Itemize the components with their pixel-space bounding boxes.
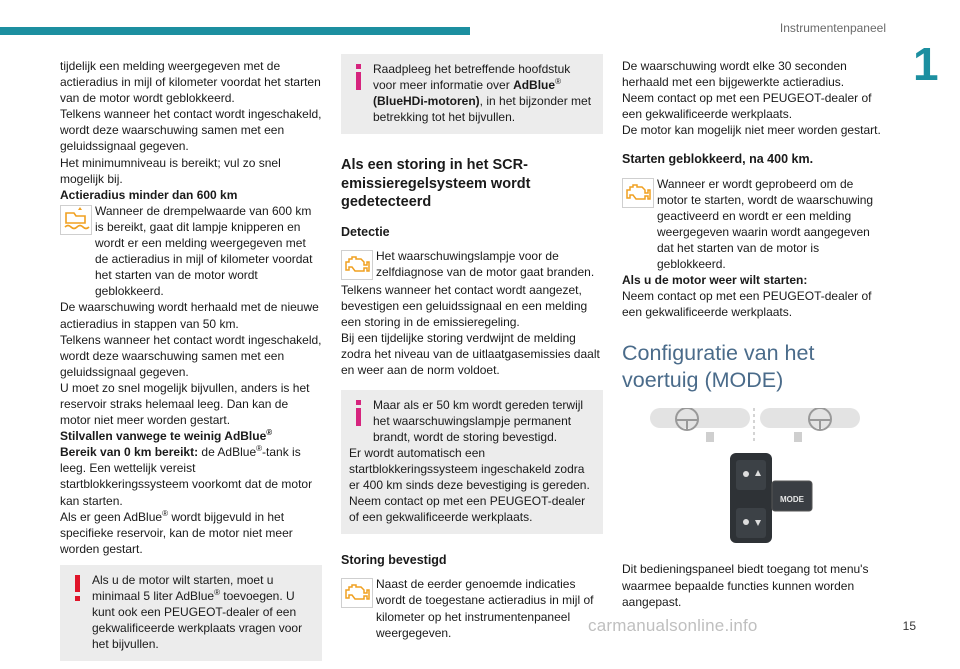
engine-warning-block <box>341 576 603 640</box>
page-number: 15 <box>902 619 916 633</box>
exclamation-icon <box>68 573 88 603</box>
steering-panel-figure <box>622 408 884 553</box>
steering-wheel-right-icon <box>760 408 860 442</box>
paragraph: Bij een tijdelijke storing verdwijnt de melding zodra het niveau van de uitlaatgasemissies daalt en weer aan de norm voldoet. <box>341 331 600 378</box>
chapter-number: 1 <box>913 38 939 90</box>
paragraph: Het waarschuwingslampje voor de zelfdiagnose van de motor gaat branden. <box>376 248 595 280</box>
heading-configuration: Configuratie van het voertuig (MODE) <box>622 341 815 393</box>
paragraph: Telkens wanneer het contact wordt ingeschakeld, wordt deze waarschuwing samen met een geluidssignaal gegeven. <box>60 107 322 154</box>
warning-text: Als u de motor wilt starten, moet u minimaal 5 liter AdBlue® toevoegen. U kunt ook een PEUGEOT-dealer of een gekwalificeerde werkplaats vragen voor het bijvullen. <box>92 572 303 652</box>
paragraph: tijdelijk een melding weergegeven met de actieradius in mijl of kilometer voordat het starten van de motor wordt geblokkeerd. <box>60 59 321 106</box>
paragraph: Naast de eerder genoemde indicaties wordt de toegestane actieradius in mijl of kilometer op het instrumentenpaneel weergegeven. <box>376 577 594 640</box>
subheading-start-blocked: Starten geblokkeerd, na 400 km. <box>622 152 814 167</box>
info-text: Neem contact op met een PEUGEOT-dealer of een gekwalificeerde werkplaats. <box>349 494 586 525</box>
paragraph: De motor kan mogelijk niet meer worden gestart. <box>622 123 881 138</box>
warning-box <box>60 565 322 661</box>
heading-scr-fault: Als een storing in het SCR-emissieregelsysteem wordt gedetecteerd <box>341 157 531 211</box>
watermark: carmanualsonline.info <box>588 616 758 635</box>
engine-warning-icon <box>341 250 373 280</box>
info-icon <box>349 398 369 428</box>
column-3 <box>622 58 884 610</box>
paragraph: Wanneer er wordt geprobeerd om de motor te starten, wordt de waarschuwing geactiveerd en wordt er een melding weergegeven waarin wordt aangegeven dat het starten van de motor is geblokkeerd. <box>657 176 874 272</box>
info-icon <box>349 62 369 92</box>
header-accent-bar <box>0 27 470 35</box>
paragraph: De waarschuwing wordt elke 30 seconden herhaald met een bijgewerkte actieradius. <box>622 59 847 90</box>
engine-warning-block <box>341 248 603 282</box>
paragraph: De waarschuwing wordt herhaald met de nieuwe actieradius in stappen van 50 km. <box>60 300 319 331</box>
info-text: Er wordt automatisch een startblokkeringssysteem ingeschakeld zodra er 400 km sinds deze bevestiging is gereden. <box>349 445 590 492</box>
subheading-empty-tank: Stilvallen vanwege te weinig AdBlue® <box>60 428 273 444</box>
engine-warning-block <box>622 176 884 273</box>
paragraph: Neem contact op met een PEUGEOT-dealer of een gekwalificeerde werkplaats. <box>622 289 872 320</box>
info-text: Maar als er 50 km wordt gereden terwijl het waarschuwingslampje permanent brandt, wordt de storing bevestigd. <box>373 397 584 444</box>
mode-button-label: MODE <box>780 495 804 505</box>
paragraph: U moet zo snel mogelijk bijvullen, anders is het reservoir straks helemaal leeg. Dan kan de motor niet meer worden gestart. <box>60 380 310 428</box>
column-1 <box>60 58 322 669</box>
info-box-confirmation <box>341 390 603 535</box>
subheading-fault-confirmed: Storing bevestigd <box>341 553 447 568</box>
adblue-warning-icon <box>60 205 92 235</box>
lighting-control-panel <box>730 453 772 543</box>
subheading-detection: Detectie <box>341 224 390 239</box>
info-text: Raadpleeg het betreffende hoofdstuk voor meer informatie over AdBlue® (BlueHDi-motoren), in het bijzonder met betrekking tot het bijvullen. <box>373 62 592 125</box>
paragraph: Bereik van 0 km bereikt: de AdBlue®-tank is leeg. Een wettelijk vereist startblokkeringssysteem voorkomt dat de motor kan starten. <box>60 444 313 508</box>
engine-warning-icon <box>341 578 373 608</box>
info-box-adblue <box>341 54 603 134</box>
paragraph: Het minimumniveau is bereikt; vul zo snel mogelijk bij. <box>60 155 281 186</box>
chapter-tab <box>905 40 960 88</box>
mode-control-illustration <box>622 408 884 553</box>
column-2 <box>341 54 603 641</box>
paragraph: Wanneer de drempelwaarde van 600 km is bereikt, gaat dit lampje knipperen en wordt er een melding weergegeven met de actieradius in mijl of kilometer voordat het starten van de motor wordt geblokkeerd. <box>95 203 313 299</box>
section-title: Instrumentenpaneel <box>779 21 886 35</box>
adblue-warning-block <box>60 203 322 300</box>
subheading-restart: Als u de motor weer wilt starten: <box>622 273 808 288</box>
steering-wheel-left-icon <box>650 408 750 442</box>
subheading-range-600: Actieradius minder dan 600 km <box>60 187 238 202</box>
engine-warning-icon <box>622 178 654 208</box>
paragraph: Als er geen AdBlue® wordt bijgevuld in het specifieke reservoir, kan de motor niet meer worden gestart. <box>60 508 293 556</box>
paragraph: Neem contact op met een PEUGEOT-dealer of een gekwalificeerde werkplaats. <box>622 91 872 122</box>
paragraph: Telkens wanneer het contact wordt aangezet, bevestigen een geluidssignaal en een melding een storing in de emissieregeling. <box>341 282 588 330</box>
paragraph: Telkens wanneer het contact wordt ingeschakeld, wordt deze waarschuwing samen met een geluidssignaal gegeven. <box>60 332 322 379</box>
paragraph: Dit bedieningspaneel biedt toegang tot menu's waarmee bepaalde functies kunnen worden aangepast. <box>622 562 869 609</box>
